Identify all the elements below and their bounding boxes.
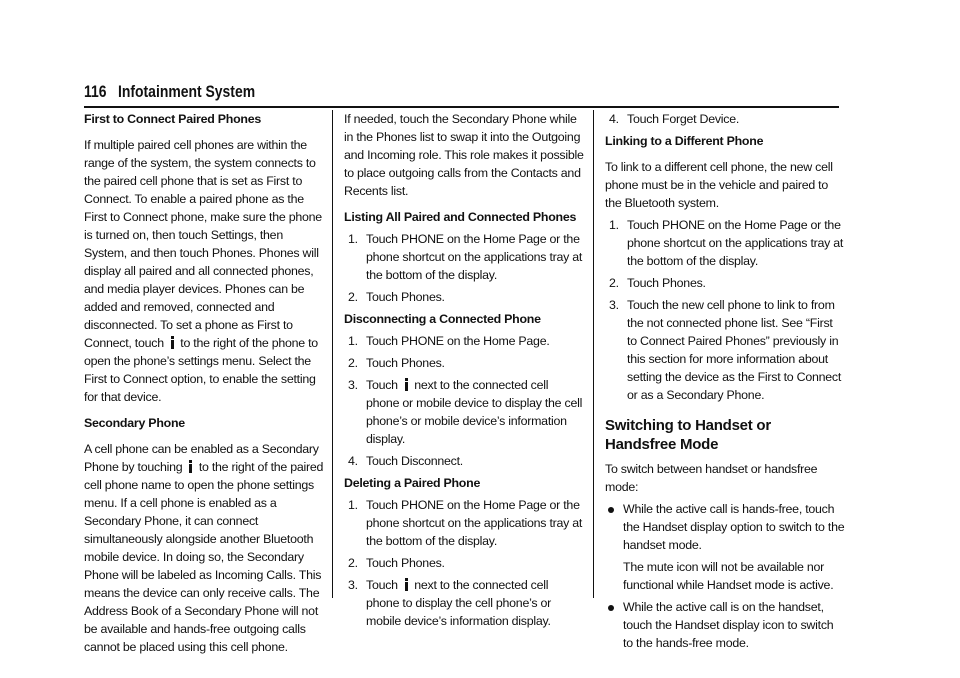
column-2	[344, 110, 584, 634]
listing-steps	[344, 230, 584, 306]
list-item: 2. Touch Phones.	[348, 356, 445, 370]
column-1	[84, 110, 324, 664]
heading-switching-mode: Switching to Handset or Handsfree Mode	[605, 417, 771, 453]
linking-steps	[605, 216, 845, 404]
note-mute-icon: The mute icon will not be available nor functional while Handset mode is active.	[623, 560, 834, 592]
list-item: 1. Touch PHONE on the Home Page or the phone shortcut on the applications tray at the bottom of the display.	[348, 498, 583, 548]
list-item: 2. Touch Phones.	[609, 276, 706, 290]
info-icon	[169, 336, 175, 349]
subheading-linking: Linking to a Different Phone	[605, 134, 764, 148]
list-item: 1. Touch PHONE on the Home Page.	[348, 334, 550, 348]
list-item: 2. Touch Phones.	[348, 290, 445, 304]
list-item: While the active call is hands-free, touch the Handset display option to switch to the handset mode. The mute icon will not be available nor functional while Handset mode is active.	[605, 500, 845, 594]
paragraph-first-to-connect: If multiple paired cell phones are within the range of the system, the system connects to the paired cell phone that is set as First to Connect. To enable a paired phone as the First to Connect phone, make sure the phone is turned on, then touch Settings, then System, and then touch Phones. Phones will display all paired and all connected phones, and media player devices. Phones can be added and removed, connected and disconnected. To set a phone as First to Connect, touch to the right of the phone to open the phone’s settings menu. Select the First to Connect option, to enable the setting for that device.	[84, 138, 322, 404]
info-icon	[188, 460, 194, 473]
subheading-listing-phones: Listing All Paired and Connected Phones	[344, 210, 577, 224]
list-item: 1. Touch PHONE on the Home Page or the phone shortcut on the applications tray at the bottom of the display.	[348, 232, 583, 282]
paragraph-swap-role: If needed, touch the Secondary Phone while in the Phones list to swap it into the Outgoing and Incoming role. This role makes it possible to place outgoing calls from the Contacts and Recents list.	[344, 112, 584, 198]
list-item: 3. Touch next to the connected cell phone to display the cell phone’s or mobile device’s information display.	[348, 578, 552, 628]
column-divider	[332, 110, 333, 598]
subheading-disconnecting: Disconnecting a Connected Phone	[344, 312, 541, 326]
list-item: 3. Touch the new cell phone to link to from the not connected phone list. See “First to Connect Paired Phones” previously in this section for more information about setting the device as the First to Connect or as a Secondary Phone.	[609, 298, 842, 402]
list-item: 1. Touch PHONE on the Home Page or the phone shortcut on the applications tray at the bottom of the display.	[609, 218, 844, 268]
page-header	[84, 80, 839, 108]
info-icon	[403, 378, 409, 391]
list-item: 4. Touch Disconnect.	[348, 454, 463, 468]
paragraph-switching: To switch between handset or handsfree mode:	[605, 462, 818, 494]
switching-bullets	[605, 500, 845, 652]
bullet-icon	[608, 605, 614, 611]
delete-steps	[344, 496, 584, 630]
column-3	[605, 110, 845, 656]
list-item: While the active call is on the handset, touch the Handset display icon to switch to the hands-free mode.	[605, 598, 845, 652]
column-divider	[593, 110, 594, 598]
list-item: 4. Touch Forget Device.	[609, 112, 740, 126]
page-number: 116	[84, 82, 107, 101]
section-title: Infotainment System	[118, 82, 256, 101]
subheading-deleting: Deleting a Paired Phone	[344, 476, 481, 490]
list-item: 2. Touch Phones.	[348, 556, 445, 570]
bullet-icon	[608, 507, 614, 513]
info-icon	[403, 578, 409, 591]
subheading-secondary-phone: Secondary Phone	[84, 416, 185, 430]
paragraph-linking: To link to a different cell phone, the new cell phone must be in the vehicle and paired to the Bluetooth system.	[605, 160, 833, 210]
paragraph-secondary-phone: A cell phone can be enabled as a Secondary Phone by touching to the right of the paired cell phone name to open the phone settings menu. If a cell phone is enabled as a Secondary Phone, it can connect simultaneously alongside another Bluetooth mobile device. In doing so, the Secondary Phone will be labeled as Incoming Calls. This means the device can only receive calls. The Address Book of a Secondary Phone will not be available and hands-free outgoing calls cannot be placed using this cell phone.	[84, 442, 324, 654]
subheading-first-to-connect: First to Connect Paired Phones	[84, 112, 262, 126]
disconnect-steps	[344, 332, 584, 470]
delete-steps-continued	[605, 110, 845, 128]
list-item: 3. Touch next to the connected cell phone or mobile device to display the cell phone’s or mobile device’s information display.	[348, 378, 583, 446]
